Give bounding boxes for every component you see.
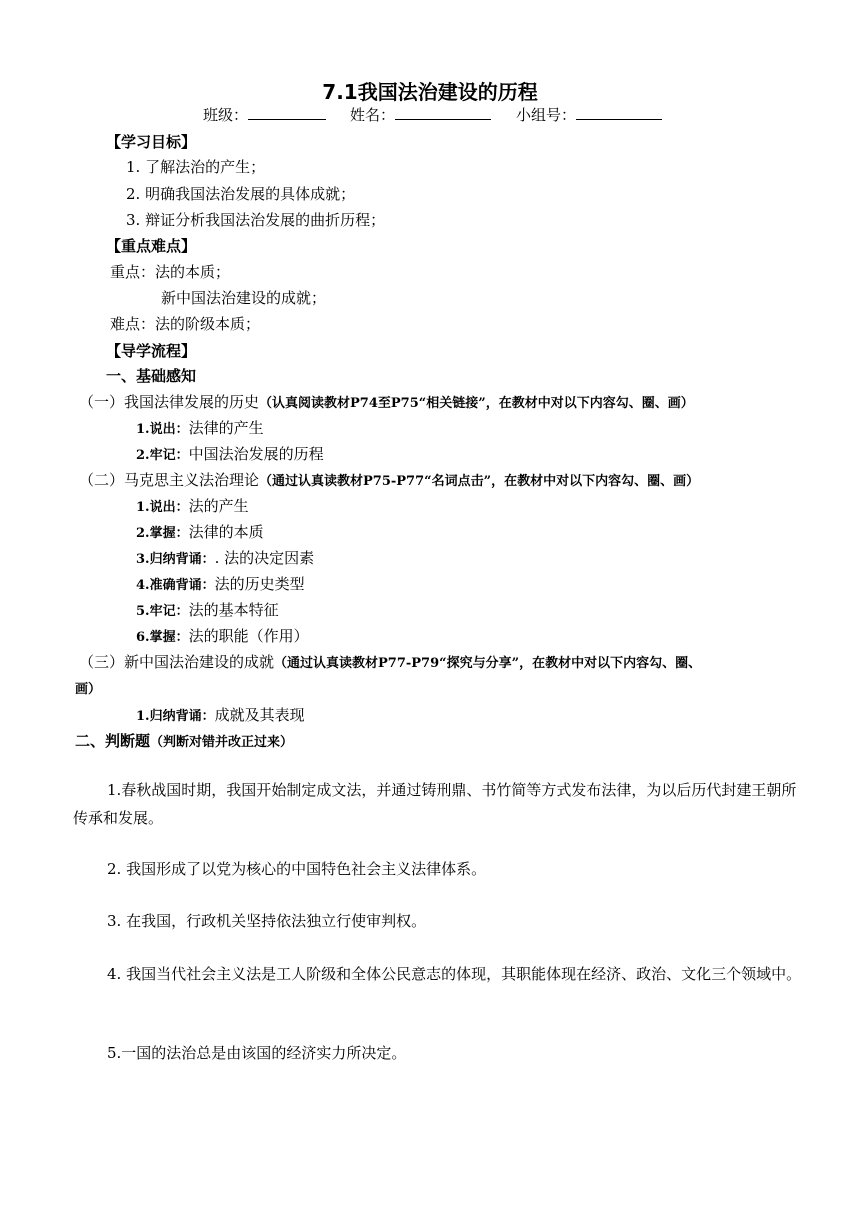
judge-heading: [75, 730, 293, 751]
section-2-note: （通过认真读教材P75-P77“名词点击”，在教材中对以下内容勾、圈、画）: [259, 474, 700, 489]
item-text: 法的基本特征: [188, 601, 279, 619]
key-points-heading: 【重点难点】: [106, 237, 197, 255]
section-3-item: [136, 704, 305, 725]
judge-item-2: 2. 我国形成了以党为核心的中国特色社会主义法律体系。: [107, 860, 487, 878]
section-2-item: [136, 573, 305, 594]
section-1-item: [136, 417, 264, 438]
name-field: [350, 104, 491, 125]
goal-item: 2. 明确我国法治发展的具体成就；: [126, 185, 356, 203]
item-text: . 法的决定因素: [214, 549, 315, 567]
goal-item: 1. 了解法治的产生；: [126, 158, 266, 176]
section-2-item: [136, 599, 279, 620]
part1-heading: 一、基础感知: [106, 367, 197, 385]
key-text: 法的本质；: [155, 263, 231, 281]
page-title: 7.1我国法治建设的历程: [322, 80, 538, 104]
section-3-note: （通过认真读教材P77-P79“探究与分享”，在教材中对以下内容勾、圈、: [274, 656, 702, 671]
group-field: [516, 104, 662, 125]
group-blank[interactable]: [576, 105, 662, 120]
class-field: [203, 104, 326, 125]
judge-note: （判断对错并改正过来）: [150, 735, 294, 750]
item-label: 6.掌握：: [136, 630, 189, 645]
key-label: 重点：: [110, 263, 156, 281]
item-text: 成就及其表现: [214, 706, 305, 724]
class-label: 班级：: [203, 106, 249, 124]
section-2-item: [136, 625, 309, 646]
item-label: 1.归纳背诵：: [136, 709, 215, 724]
item-label: 2.牢记：: [136, 448, 189, 463]
section-2-item: [136, 521, 264, 542]
item-text: 法的历史类型: [214, 575, 305, 593]
item-text: 法的产生: [188, 497, 249, 515]
item-text: 中国法治发展的历程: [188, 445, 324, 463]
item-label: 2.掌握：: [136, 526, 189, 541]
name-blank[interactable]: [395, 105, 491, 120]
difficult-label: 难点：: [110, 315, 156, 333]
section-3-title-text: （三）新中国法治建设的成就: [79, 653, 275, 671]
item-text: 法律的本质: [188, 523, 264, 541]
item-label: 4.准确背诵：: [136, 578, 215, 593]
section-2-item: [136, 495, 249, 516]
section-1-title-text: （一）我国法律发展的历史: [79, 393, 260, 411]
judge-heading-text: 二、判断题: [75, 732, 151, 750]
section-1-item: [136, 443, 324, 464]
item-text: 法律的产生: [188, 419, 264, 437]
section-3-note-wrap: 画）: [75, 682, 102, 697]
judge-item-3: 3. 在我国，行政机关坚持依法独立行使审判权。: [107, 912, 427, 930]
section-2-item: [136, 547, 314, 568]
judge-item-1: 1.春秋战国时期，我国开始制定成文法，并通过铸刑鼎、书竹简等方式发布法律，为以后历代封建王朝所传承和发展。: [73, 781, 797, 827]
section-2-title: [79, 469, 699, 490]
section-2-title-text: （二）马克思主义法治理论: [79, 471, 260, 489]
group-label: 小组号：: [516, 106, 577, 124]
name-label: 姓名：: [350, 106, 396, 124]
item-label: 5.牢记：: [136, 604, 189, 619]
judge-item-5: 5.一国的法治总是由该国的经济实力所决定。: [107, 1044, 407, 1062]
section-1-title: [79, 391, 694, 412]
item-label: 3.归纳背诵：: [136, 552, 215, 567]
section-3-title: [79, 651, 701, 672]
difficult-text: 法的阶级本质；: [155, 315, 261, 333]
goals-heading: 【学习目标】: [106, 133, 197, 151]
class-blank[interactable]: [248, 105, 326, 120]
key-line-1: [110, 261, 230, 282]
section-1-note: （认真阅读教材P74至P75“相关链接”，在教材中对以下内容勾、圈、画）: [259, 396, 694, 411]
item-text: 法的职能（作用）: [188, 627, 309, 645]
flow-heading: 【导学流程】: [106, 342, 197, 360]
goal-item: 3. 辩证分析我国法治发展的曲折历程；: [126, 211, 386, 229]
judge-item-4: 4. 我国当代社会主义法是工人阶级和全体公民意志的体现，其职能体现在经济、政治、文化三个领域中。: [107, 965, 802, 983]
key-line-2: 新中国法治建设的成就；: [161, 289, 327, 307]
item-label: 1.说出：: [136, 500, 189, 515]
difficult-line: [110, 313, 260, 334]
item-label: 1.说出：: [136, 422, 189, 437]
